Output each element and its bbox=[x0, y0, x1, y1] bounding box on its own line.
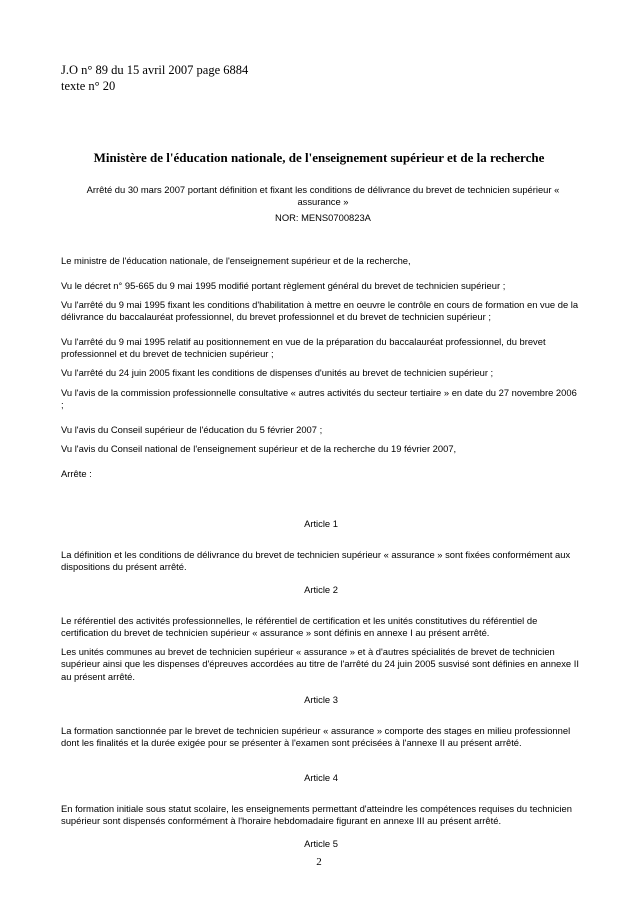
article-heading: Article 5 bbox=[304, 838, 338, 849]
preamble-paragraph: Vu l'avis du Conseil national de l'enseignement supérieur et de la recherche du 19 février 2007, bbox=[61, 443, 457, 454]
decree-title: Arrêté du 30 mars 2007 portant définition et fixant les conditions de délivrance du brevet de technicien supérieur « assurance » bbox=[86, 184, 560, 207]
nor-reference: NOR: MENS0700823A bbox=[275, 212, 371, 223]
preamble-paragraph: Vu l'avis de la commission professionnelle consultative « autres activités du secteur tertiaire » en date du 27 novembre 2006 ; bbox=[61, 387, 577, 411]
article-heading: Article 3 bbox=[304, 694, 338, 705]
ministry-title: Ministère de l'éducation nationale, de l'enseignement supérieur et de la recherche bbox=[93, 150, 545, 165]
article-paragraph: La définition et les conditions de délivrance du brevet de technicien supérieur « assurance » sont fixées conformément aux dispositions du présent arrêté. bbox=[61, 549, 571, 573]
journal-header bbox=[61, 62, 248, 94]
preamble-paragraph: Vu l'avis du Conseil supérieur de l'éducation du 5 février 2007 ; bbox=[61, 424, 323, 435]
text-number: texte n° 20 bbox=[61, 79, 116, 93]
decision-word: Arrête : bbox=[61, 468, 92, 479]
article-heading: Article 2 bbox=[304, 584, 338, 595]
article-paragraph: Les unités communes au brevet de technicien supérieur « assurance » et à d'autres spécialités de brevet de technicien supérieur ainsi que les dispenses d'épreuves accordées au titre de l'arrêté du 24 juin 2005 susvisé sont définies en annexe II au présent arrêté. bbox=[61, 646, 579, 682]
article-heading: Article 4 bbox=[304, 772, 338, 783]
article-paragraph: La formation sanctionnée par le brevet de technicien supérieur « assurance » comporte des stages en milieu professionnel dont les finalités et la durée exigée pour se présenter à l'examen sont précisées à l'annexe II au présent arrêté. bbox=[61, 725, 571, 749]
preamble-paragraph: Vu l'arrêté du 24 juin 2005 fixant les conditions de dispenses d'unités au brevet de technicien supérieur ; bbox=[61, 367, 494, 378]
preamble-paragraph: Vu l'arrêté du 9 mai 1995 relatif au positionnement en vue de la préparation du baccalauréat professionnel, du brevet professionnel et du brevet de technicien supérieur ; bbox=[61, 336, 546, 360]
preamble-paragraph: Le ministre de l'éducation nationale, de l'enseignement supérieur et de la recherche, bbox=[61, 255, 411, 266]
article-paragraph: Le référentiel des activités professionnelles, le référentiel de certification et les unités constitutives du référentiel de certification du brevet de technicien supérieur « assurance » sont définis en annexe I au présent arrêté. bbox=[61, 615, 538, 639]
article-paragraph: En formation initiale sous statut scolaire, les enseignements permettant d'atteindre les compétences requises du technicien supérieur sont dispensés conformément à l'horaire hebdomadaire figurant en annexe III au présent arrêté. bbox=[61, 803, 572, 827]
page-number: 2 bbox=[316, 856, 322, 868]
preamble-paragraph: Vu le décret n° 95-665 du 9 mai 1995 modifié portant règlement général du brevet de technicien supérieur ; bbox=[61, 280, 506, 291]
preamble-paragraph: Vu l'arrêté du 9 mai 1995 fixant les conditions d'habilitation à mettre en oeuvre le contrôle en cours de formation en vue de la délivrance du baccalauréat professionnel, du brevet professionnel et du brevet de technicien supérieur ; bbox=[61, 299, 579, 323]
journal-reference: J.O n° 89 du 15 avril 2007 page 6884 bbox=[61, 63, 249, 77]
article-heading: Article 1 bbox=[304, 518, 338, 529]
